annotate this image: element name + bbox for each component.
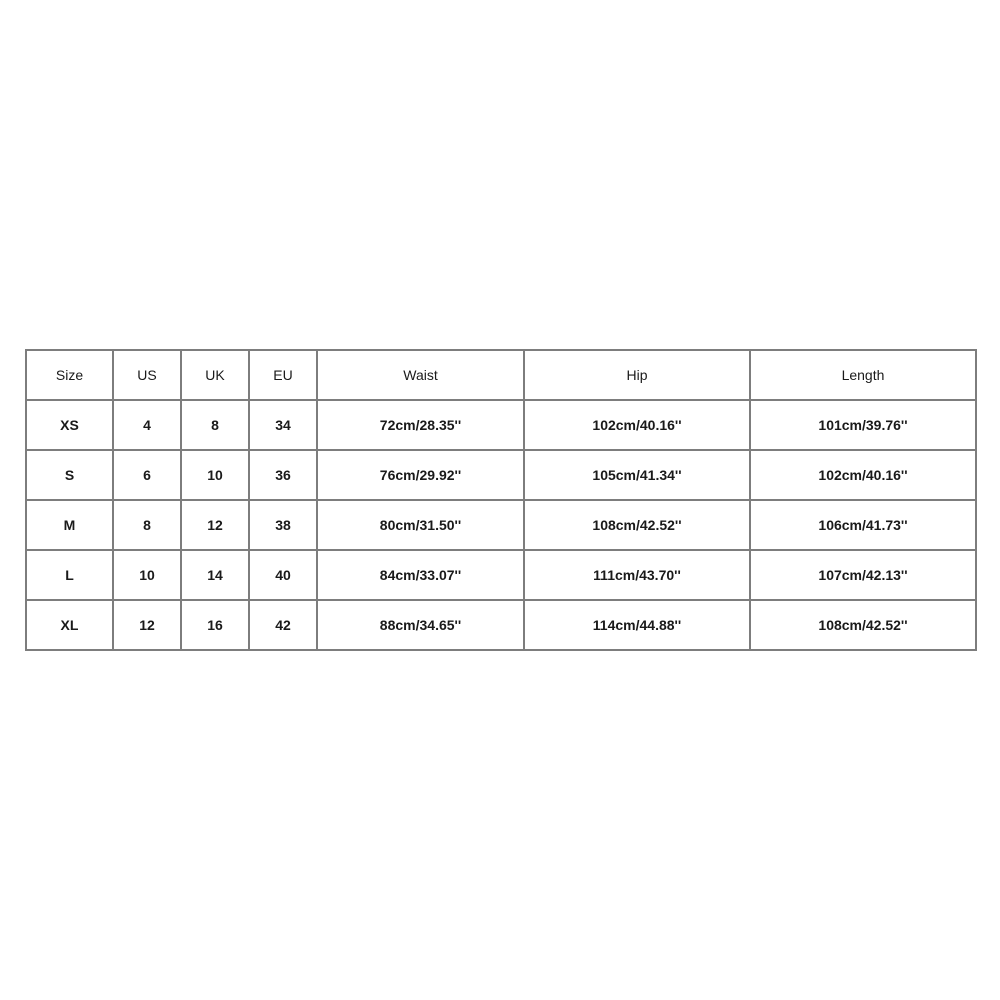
header-us: US bbox=[113, 350, 181, 400]
cell-size: XL bbox=[26, 600, 113, 650]
cell-length: 107cm/42.13'' bbox=[750, 550, 976, 600]
cell-eu: 34 bbox=[249, 400, 317, 450]
cell-length: 101cm/39.76'' bbox=[750, 400, 976, 450]
cell-hip: 114cm/44.88'' bbox=[524, 600, 750, 650]
cell-eu: 36 bbox=[249, 450, 317, 500]
size-chart-table bbox=[25, 349, 977, 651]
table-row bbox=[26, 550, 976, 600]
header-hip: Hip bbox=[524, 350, 750, 400]
cell-size: L bbox=[26, 550, 113, 600]
cell-uk: 10 bbox=[181, 450, 249, 500]
cell-us: 10 bbox=[113, 550, 181, 600]
table-row bbox=[26, 400, 976, 450]
cell-eu: 38 bbox=[249, 500, 317, 550]
cell-length: 102cm/40.16'' bbox=[750, 450, 976, 500]
cell-hip: 105cm/41.34'' bbox=[524, 450, 750, 500]
cell-length: 108cm/42.52'' bbox=[750, 600, 976, 650]
table-row bbox=[26, 600, 976, 650]
cell-eu: 42 bbox=[249, 600, 317, 650]
cell-size: M bbox=[26, 500, 113, 550]
cell-waist: 76cm/29.92'' bbox=[317, 450, 524, 500]
cell-uk: 16 bbox=[181, 600, 249, 650]
header-eu: EU bbox=[249, 350, 317, 400]
header-uk: UK bbox=[181, 350, 249, 400]
header-size: Size bbox=[26, 350, 113, 400]
cell-hip: 111cm/43.70'' bbox=[524, 550, 750, 600]
header-length: Length bbox=[750, 350, 976, 400]
cell-length: 106cm/41.73'' bbox=[750, 500, 976, 550]
cell-us: 6 bbox=[113, 450, 181, 500]
table-row bbox=[26, 500, 976, 550]
header-waist: Waist bbox=[317, 350, 524, 400]
cell-waist: 80cm/31.50'' bbox=[317, 500, 524, 550]
cell-us: 4 bbox=[113, 400, 181, 450]
cell-waist: 72cm/28.35'' bbox=[317, 400, 524, 450]
cell-size: XS bbox=[26, 400, 113, 450]
cell-us: 12 bbox=[113, 600, 181, 650]
cell-waist: 84cm/33.07'' bbox=[317, 550, 524, 600]
cell-hip: 102cm/40.16'' bbox=[524, 400, 750, 450]
cell-size: S bbox=[26, 450, 113, 500]
cell-us: 8 bbox=[113, 500, 181, 550]
cell-uk: 12 bbox=[181, 500, 249, 550]
cell-hip: 108cm/42.52'' bbox=[524, 500, 750, 550]
cell-waist: 88cm/34.65'' bbox=[317, 600, 524, 650]
header-row bbox=[26, 350, 976, 400]
table-row bbox=[26, 450, 976, 500]
cell-uk: 14 bbox=[181, 550, 249, 600]
cell-uk: 8 bbox=[181, 400, 249, 450]
cell-eu: 40 bbox=[249, 550, 317, 600]
